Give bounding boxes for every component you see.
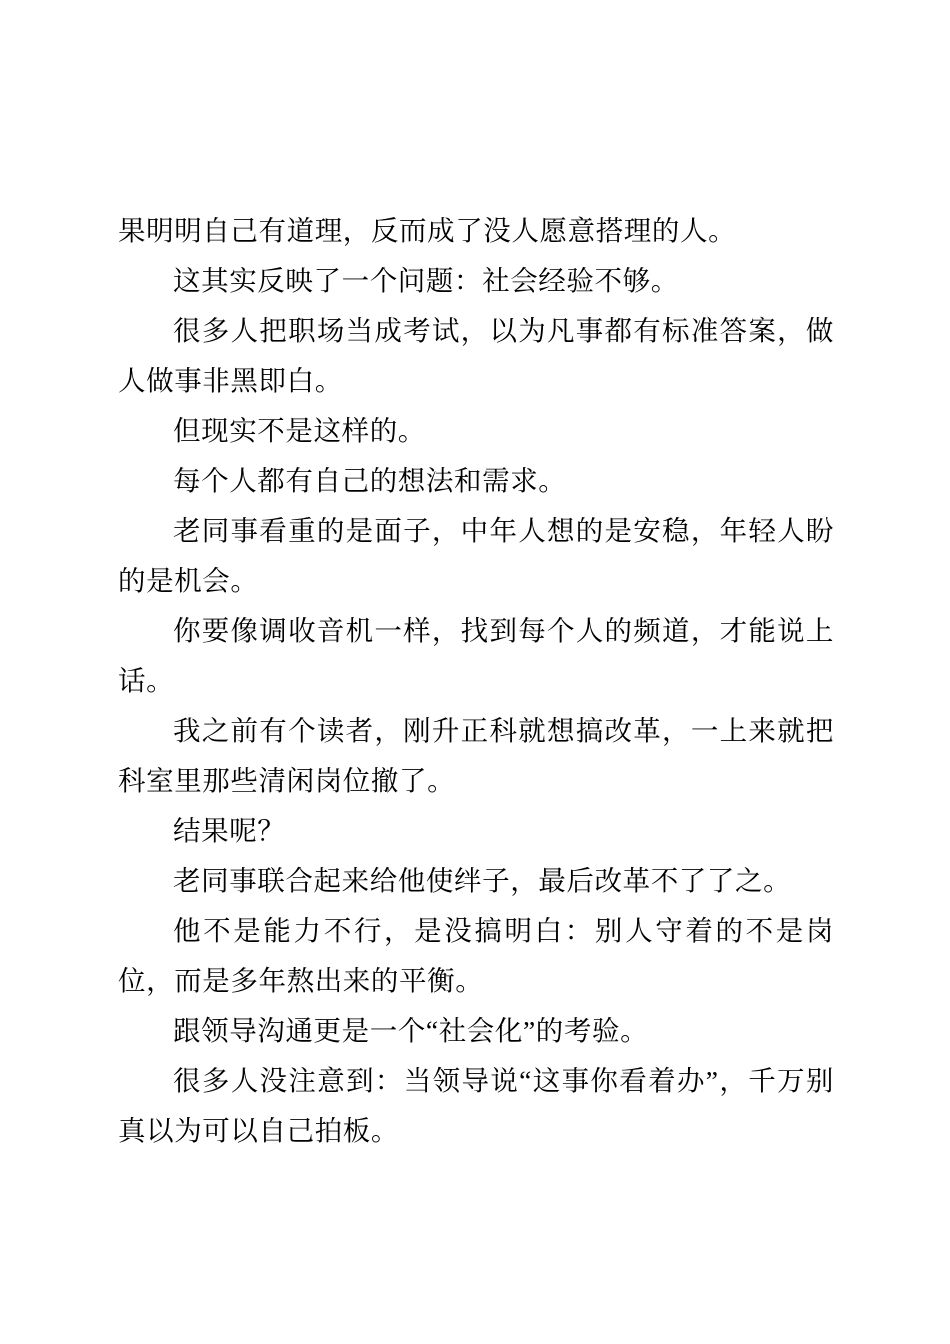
paragraph: 这其实反映了一个问题：社会经验不够。 [173, 265, 679, 296]
paragraph: 我之前有个读者，刚升正科就想搞改革，一上来就把科室里那些清闲岗位撤了。 [118, 715, 834, 796]
paragraph: 老同事联合起来给他使绊子，最后改革不了了之。 [173, 865, 792, 896]
document-text-body [118, 206, 834, 1156]
paragraph: 他不是能力不行，是没搞明白：别人守着的不是岗位，而是多年熬出来的平衡。 [118, 915, 834, 996]
paragraph: 很多人没注意到：当领导说“这事你看着办”，千万别真以为可以自己拍板。 [118, 1065, 834, 1146]
paragraph: 老同事看重的是面子，中年人想的是安稳，年轻人盼的是机会。 [118, 515, 834, 596]
paragraph: 但现实不是这样的。 [173, 415, 426, 446]
paragraph: 结果呢？ [173, 815, 286, 846]
paragraph: 每个人都有自己的想法和需求。 [173, 465, 567, 496]
paragraph: 跟领导沟通更是一个“社会化”的考验。 [173, 1015, 649, 1046]
paragraph: 很多人把职场当成考试，以为凡事都有标准答案，做人做事非黑即白。 [118, 315, 834, 396]
paragraph: 果明明自己有道理，反而成了没人愿意搭理的人。 [118, 215, 737, 246]
paragraph: 你要像调收音机一样，找到每个人的频道，才能说上话。 [118, 615, 834, 696]
